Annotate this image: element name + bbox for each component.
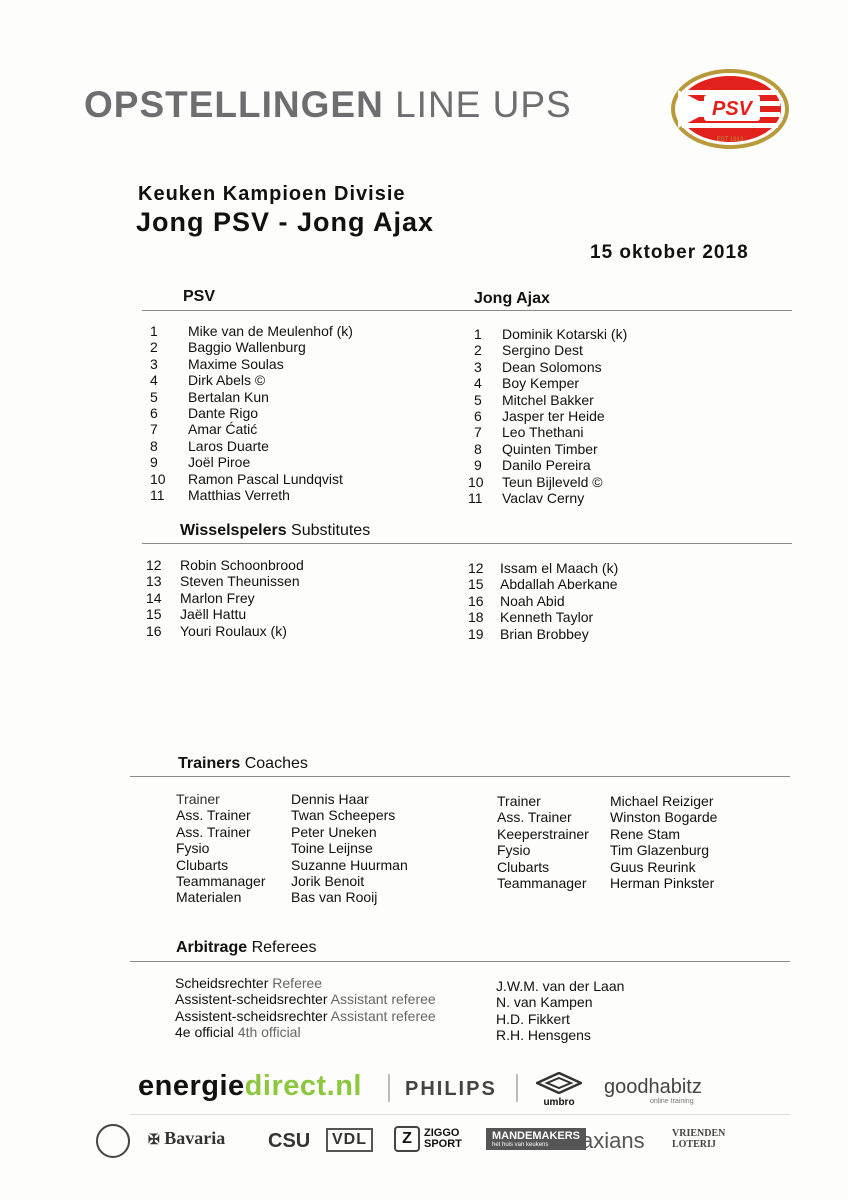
- player-row: 16 Noah Abid: [468, 592, 565, 609]
- divider: [130, 961, 790, 962]
- staff-row: Materialen Bas van Rooij: [176, 889, 378, 906]
- ziggo-text: ZIGGO SPORT: [424, 1127, 462, 1150]
- divider: [130, 776, 790, 777]
- player-row: 1 Dominik Kotarski (k): [474, 326, 628, 342]
- player-row: 3 Maxime Soulas: [150, 355, 284, 372]
- player-row: 14 Marlon Frey: [146, 589, 255, 606]
- logo-est-text: EST 1913: [716, 137, 744, 143]
- umbro-text: umbro: [543, 1097, 575, 1108]
- divider: [516, 1074, 518, 1102]
- player-row: 12 Issam el Maach (k): [468, 560, 619, 576]
- sponsor-row-partners: [96, 1122, 756, 1162]
- staff-row: Ass. Trainer Peter Uneken: [176, 823, 377, 840]
- player-row: 18 Kenneth Taylor: [468, 609, 594, 626]
- staff-row: Clubarts Guus Reurink: [497, 858, 696, 875]
- staff-row: Trainer Dennis Haar: [176, 791, 369, 807]
- player-row: 9 Danilo Pereira: [474, 457, 591, 474]
- away-substitutes: [468, 560, 618, 642]
- away-lineup: [468, 326, 627, 506]
- referee-role: 4e official 4th official: [175, 1024, 301, 1041]
- match-date: 15 oktober 2018: [590, 242, 749, 263]
- staff-row: Teammanager Jorik Benoit: [176, 873, 365, 890]
- referee-role: Scheidsrechter Referee: [175, 975, 323, 991]
- divider: [130, 1114, 790, 1115]
- player-row: 10 Ramon Pascal Lundqvist: [150, 470, 343, 487]
- referee-roles: [175, 975, 436, 1041]
- divider: [388, 1074, 390, 1102]
- staff-row: Fysio Tim Glazenburg: [497, 842, 710, 859]
- player-row: 10 Teun Bijleveld ©: [468, 473, 603, 490]
- player-row: 4 Boy Kemper: [474, 375, 580, 392]
- energiedirect-logo: energiedirect.nl: [138, 1070, 362, 1102]
- staff-row: Clubarts Suzanne Huurman: [176, 856, 408, 873]
- staff-row: Trainer Michael Reiziger: [497, 793, 714, 809]
- staff-row: Fysio Toine Leijnse: [176, 840, 373, 857]
- referee-names: [496, 978, 624, 1044]
- vdl-logo: VDL: [326, 1128, 373, 1152]
- player-row: 4 Dirk Abels ©: [150, 372, 266, 389]
- player-row: 15 Abdallah Aberkane: [468, 576, 618, 593]
- goodhabitz-subtext: online training: [650, 1098, 694, 1105]
- home-substitutes: [146, 557, 304, 639]
- referee-name: J.W.M. van der Laan: [496, 978, 625, 994]
- staff-row: Teammanager Herman Pinkster: [497, 875, 715, 892]
- psv-logo-text: PSV: [711, 98, 753, 120]
- player-row: 13 Steven Theunissen: [146, 573, 300, 590]
- staff-row: Ass. Trainer Twan Scheepers: [176, 807, 396, 824]
- away-team-header: Jong Ajax: [474, 290, 550, 307]
- player-row: 11 Matthias Verreth: [150, 486, 290, 503]
- player-row: 15 Jaëll Hattu: [146, 606, 247, 623]
- home-lineup: [150, 323, 353, 503]
- player-row: 6 Jasper ter Heide: [474, 407, 605, 424]
- player-row: 12 Robin Schoonbrood: [146, 557, 304, 573]
- bavaria-emblem-icon: ✠: [148, 1133, 160, 1148]
- away-staff: [497, 793, 717, 891]
- referees-heading: Arbitrage Referees: [176, 939, 317, 956]
- player-row: 2 Sergino Dest: [474, 342, 583, 359]
- coaches-heading: Trainers Coaches: [178, 755, 308, 772]
- player-row: 6 Dante Rigo: [150, 404, 259, 421]
- umbro-diamond-icon: [536, 1072, 582, 1094]
- divider: [142, 310, 792, 311]
- player-row: 11 Vaclav Cerny: [468, 489, 585, 506]
- vriendenloterij-logo: VRIENDEN LOTERIJ: [672, 1128, 726, 1150]
- referee-name: H.D. Fikkert: [496, 1010, 570, 1027]
- ziggo-z-icon: Z: [394, 1126, 420, 1152]
- mandemakers-logo: [486, 1128, 586, 1150]
- referee-role: Assistent-scheidsrechter Assistant referee: [175, 1007, 436, 1024]
- competition-name: Keuken Kampioen Divisie: [138, 183, 406, 205]
- staff-row: Keeperstrainer Rene Stam: [497, 825, 681, 842]
- player-row: 19 Brian Brobbey: [468, 625, 589, 642]
- player-row: 7 Leo Thethani: [474, 424, 584, 441]
- crest-icon: [96, 1124, 130, 1158]
- player-row: 1 Mike van de Meulenhof (k): [150, 323, 353, 339]
- player-row: 8 Laros Duarte: [150, 437, 269, 454]
- match-title: Jong PSV - Jong Ajax: [136, 207, 435, 237]
- umbro-logo: [536, 1072, 582, 1106]
- mandemakers-subtext: het huis van keukens: [492, 1142, 549, 1148]
- psv-logo: [670, 68, 790, 150]
- referee-name: N. van Kampen: [496, 994, 593, 1011]
- ziggo-sport-logo: [394, 1126, 472, 1152]
- player-row: 16 Youri Roulaux (k): [146, 622, 287, 639]
- philips-logo: PHILIPS: [405, 1078, 497, 1100]
- staff-row: Ass. Trainer Winston Bogarde: [497, 809, 718, 826]
- player-row: 7 Amar Ćatić: [150, 421, 258, 438]
- home-team-header: PSV: [183, 288, 216, 305]
- player-row: 5 Bertalan Kun: [150, 388, 269, 405]
- divider: [142, 543, 792, 544]
- player-row: 8 Quinten Timber: [474, 440, 598, 457]
- csu-logo: CSU: [268, 1130, 311, 1152]
- referee-role: Assistent-scheidsrechter Assistant referee: [175, 991, 436, 1008]
- player-row: 9 Joël Piroe: [150, 454, 251, 471]
- referee-name: R.H. Hensgens: [496, 1027, 591, 1044]
- mandemakers-text: MANDEMAKERS: [492, 1130, 580, 1142]
- player-row: 3 Dean Solomons: [474, 358, 602, 375]
- goodhabitz-logo: goodhabitz: [604, 1076, 702, 1098]
- page-title: OPSTELLINGEN LINE UPS: [84, 84, 572, 125]
- home-staff: [176, 791, 408, 906]
- player-row: 2 Baggio Wallenburg: [150, 339, 306, 356]
- player-row: 5 Mitchel Bakker: [474, 391, 594, 408]
- substitutes-heading: Wisselspelers Substitutes: [180, 522, 371, 539]
- sponsor-row-main: [138, 1068, 738, 1112]
- bavaria-logo: ✠ Bavaria: [148, 1128, 226, 1148]
- axians-logo: axians: [581, 1128, 645, 1153]
